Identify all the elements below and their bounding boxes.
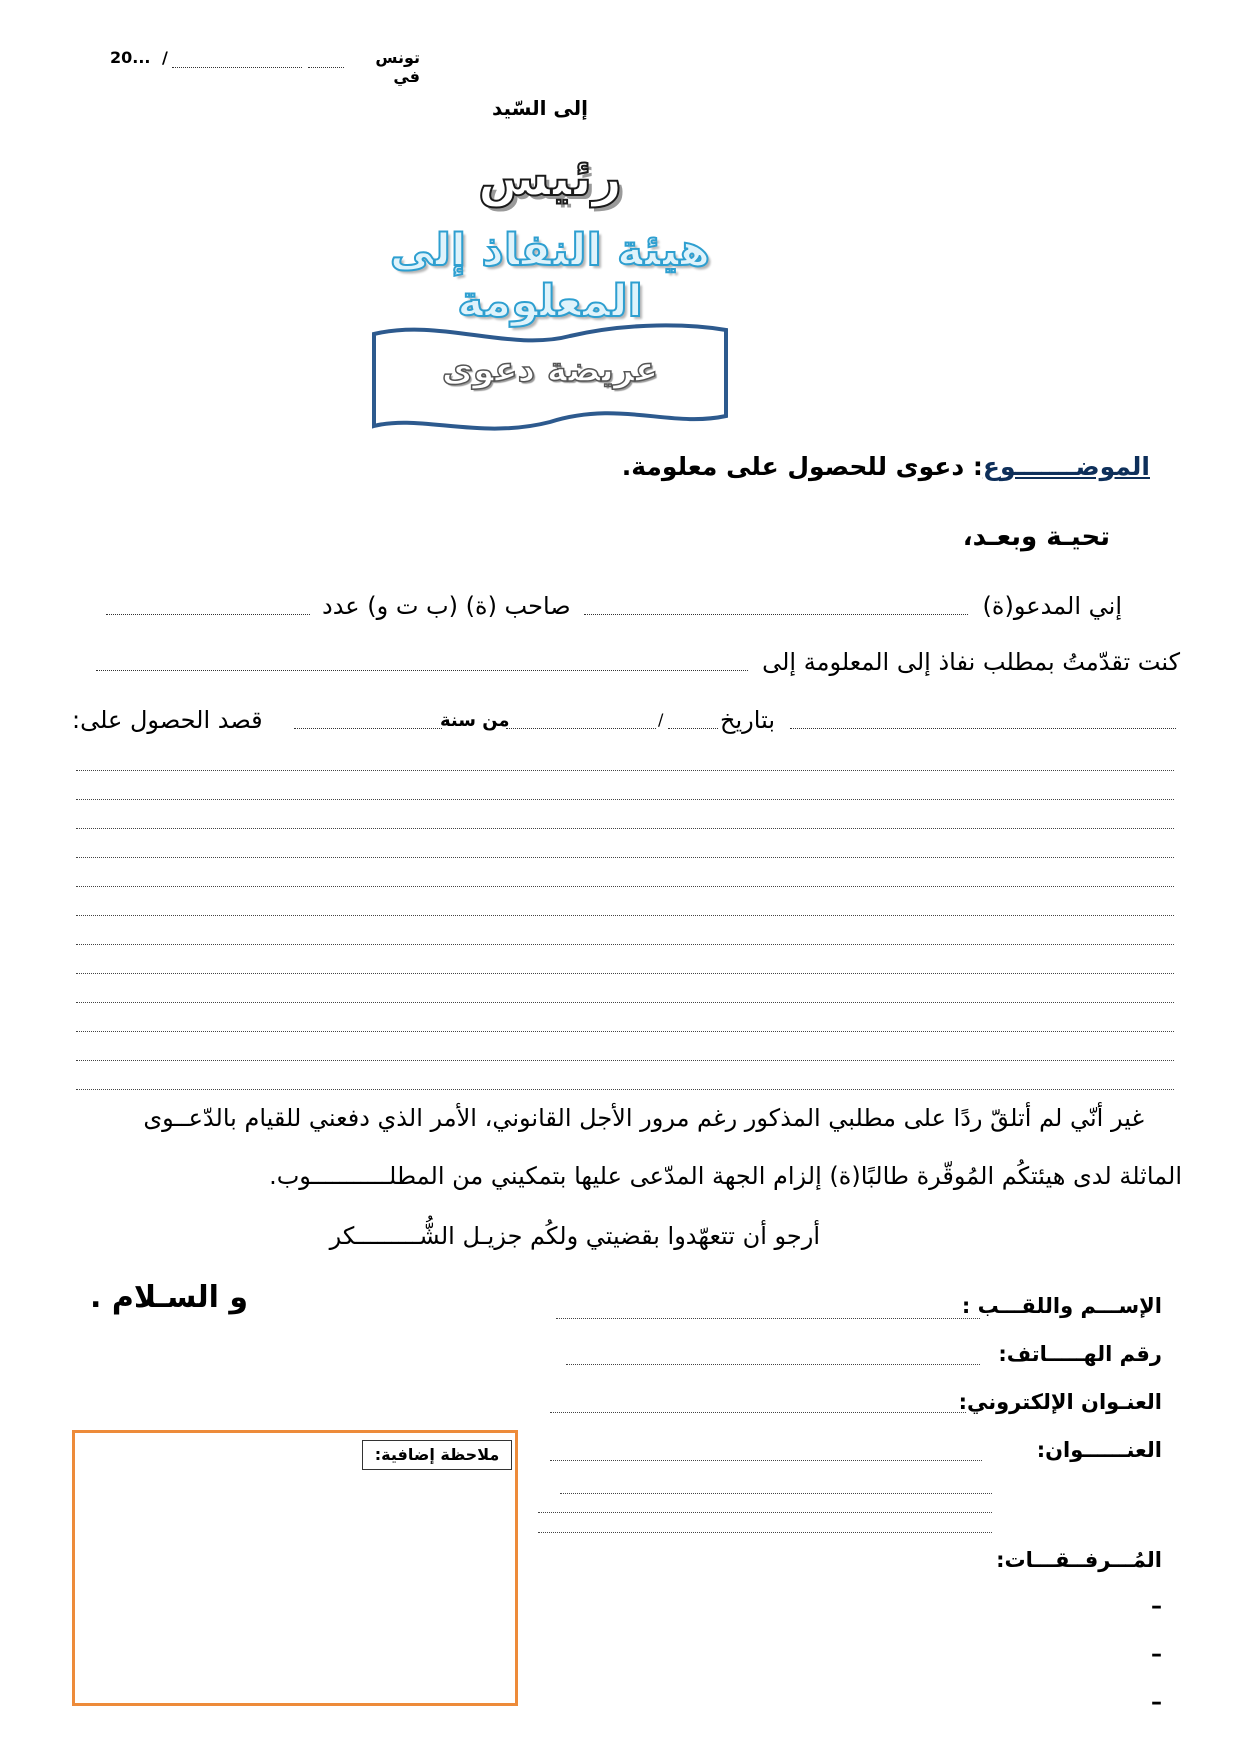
- title-president: رئيس: [477, 148, 623, 208]
- body-line3-purpose: قصد الحصول على:: [72, 706, 263, 734]
- address-field-line4[interactable]: [538, 1532, 992, 1533]
- request-details-line[interactable]: [76, 915, 1174, 916]
- date-detail-field[interactable]: [790, 728, 1176, 729]
- address-label: العنــــــوان:: [1036, 1438, 1162, 1462]
- body-line3-slash: /: [658, 710, 664, 729]
- name-field[interactable]: [556, 1318, 980, 1319]
- email-label: العنـوان الإلكتروني:: [958, 1390, 1162, 1414]
- request-details-line[interactable]: [76, 973, 1174, 974]
- banner-title: عريضة دعوى: [441, 350, 659, 390]
- additional-note-box[interactable]: [72, 1430, 518, 1706]
- request-details-line[interactable]: [76, 1060, 1174, 1061]
- subject-label: الموضـــــــوع: [982, 452, 1150, 481]
- request-details-line[interactable]: [76, 944, 1174, 945]
- request-details-line[interactable]: [76, 1089, 1174, 1090]
- request-details-line[interactable]: [76, 1002, 1174, 1003]
- phone-field[interactable]: [566, 1364, 980, 1365]
- attachment-item[interactable]: –: [1151, 1594, 1162, 1619]
- address-field[interactable]: [550, 1460, 982, 1461]
- id-number-field[interactable]: [106, 614, 310, 615]
- attachment-item[interactable]: –: [1151, 1690, 1162, 1715]
- attachment-item[interactable]: –: [1151, 1642, 1162, 1667]
- phone-label: رقم الهـــــاتف:: [998, 1342, 1162, 1366]
- body-paragraph1-line1: غير أنّي لم أتلقّ ردًا على مطلبي المذكور رغم مرور الأجل القانوني، الأمر الذي دفعني للقيام بالدّعــوى: [143, 1104, 1144, 1132]
- recipient-entity-field[interactable]: [96, 670, 748, 671]
- body-line1-label2: صاحب (ة) (ب ت و) عدد: [322, 592, 571, 620]
- date-month-field[interactable]: [506, 728, 656, 729]
- body-line3-date-label: بتاريخ: [720, 706, 775, 734]
- date-day-fill-field[interactable]: [308, 67, 344, 68]
- closing-salutation: و السـلام .: [90, 1280, 249, 1315]
- body-line1-label1: إني المدعو(ة): [982, 592, 1122, 620]
- address-field-line2[interactable]: [560, 1493, 992, 1494]
- request-details-line[interactable]: [76, 799, 1174, 800]
- date-day-field[interactable]: [668, 728, 718, 729]
- request-details-line[interactable]: [76, 1031, 1174, 1032]
- additional-note-label: ملاحظة إضافية:: [362, 1440, 512, 1470]
- address-field-line3[interactable]: [538, 1512, 992, 1513]
- body-line3-year-label: من سنة: [440, 710, 510, 731]
- request-details-line[interactable]: [76, 886, 1174, 887]
- header-date-line: [110, 48, 420, 86]
- year-field[interactable]: [294, 728, 442, 729]
- date-year: 20...: [110, 48, 151, 67]
- name-label: الإســـم واللقـــب :: [961, 1294, 1162, 1318]
- date-place: تونس في: [375, 48, 420, 86]
- addressee: إلى السّيد: [492, 96, 588, 120]
- body-paragraph2: أرجو أن تتعهّدوا بقضيتي ولكُم جزيـل الشُّـــــــــكر: [329, 1222, 820, 1250]
- attachments-label: المُـــرفــقـــات:: [996, 1548, 1162, 1572]
- date-slash: /: [162, 48, 168, 67]
- request-details-line[interactable]: [76, 828, 1174, 829]
- body-line2-label: كنت تقدّمتُ بمطلب نفاذ إلى المعلومة إلى: [762, 648, 1180, 676]
- request-details-line[interactable]: [76, 770, 1174, 771]
- request-details-line[interactable]: [76, 857, 1174, 858]
- date-fill-field[interactable]: [172, 67, 302, 68]
- claimant-name-field[interactable]: [584, 614, 968, 615]
- subject-text: : دعوى للحصول على معلومة.: [621, 452, 983, 481]
- title-instance: هيئة النفاذ إلى المعلومة: [389, 225, 711, 327]
- greeting: تحيـة وبعـد،: [962, 522, 1110, 552]
- subject-line: [622, 452, 1150, 481]
- body-paragraph1-line2: الماثلة لدى هيئتكُم المُوقّرة طالبًا(ة) إلزام الجهة المدّعى عليها بتمكيني من المطلـــــــــــوب.: [269, 1162, 1182, 1190]
- email-field[interactable]: [550, 1412, 966, 1413]
